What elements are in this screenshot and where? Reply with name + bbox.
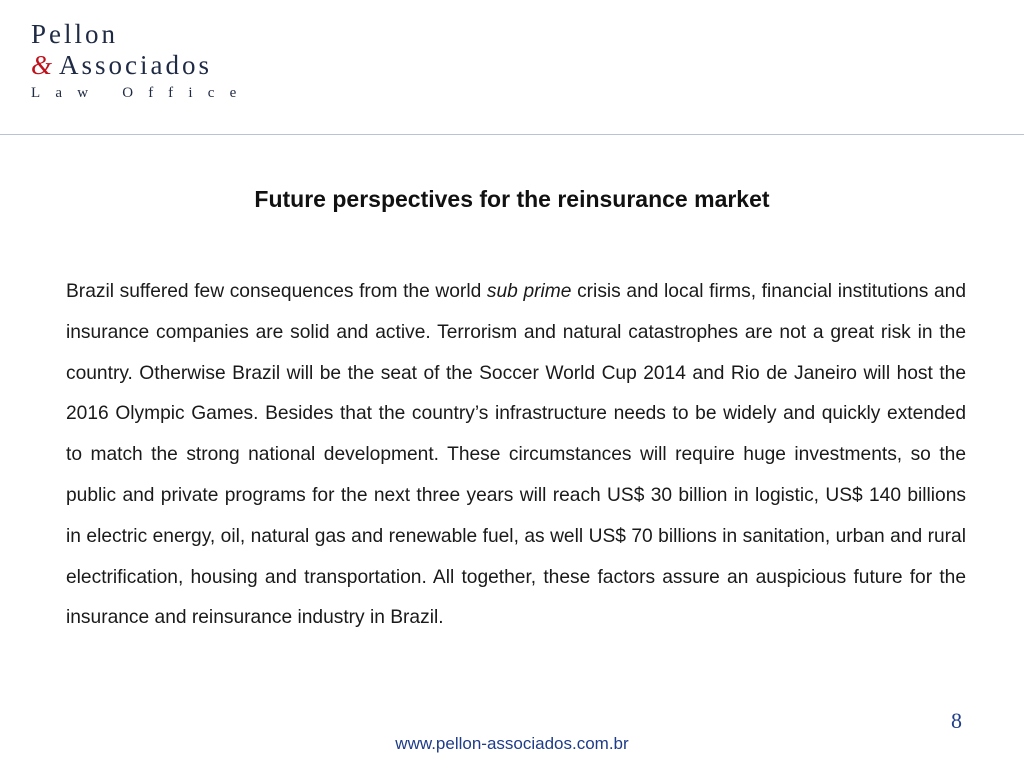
logo-name-associados-row bbox=[31, 50, 251, 80]
body-paragraph bbox=[66, 272, 966, 639]
logo-name-pellon: Pellon bbox=[31, 19, 119, 49]
logo-name-associados: Associados bbox=[59, 50, 213, 80]
header-divider bbox=[0, 134, 1024, 135]
firm-logo bbox=[31, 18, 251, 104]
slide-title: Future perspectives for the reinsurance market bbox=[254, 186, 770, 212]
footer-website-link[interactable]: www.pellon-associados.com.br bbox=[395, 734, 629, 753]
body-text-part2: crisis and local firms, financial institutions and insurance companies are solid and active. Terrorism and natural catastrophes are not a great risk in the country. Otherwise Brazil will be the seat of the Soccer World Cup 2014 and Rio de Janeiro will host the 2016 Olympic Games. Besides that the country’s infrastructure needs to be widely and quickly extended to match the strong national development. These circumstances will require huge investments, so the public and private programs for the next three years will reach US$ 30 billion in logistic, US$ 140 billions in electric energy, oil, natural gas and renewable fuel, as well US$ 70 billions in sanitation, urban and rural electrification, housing and transportation. All together, these factors assure an auspicious future for the insurance and reinsurance industry in Brazil. bbox=[66, 281, 966, 629]
logo-ampersand: & bbox=[31, 50, 56, 80]
page-number: 8 bbox=[951, 708, 962, 733]
body-text-emphasis: sub prime bbox=[486, 281, 572, 302]
body-text-part1: Brazil suffered few consequences from the world bbox=[66, 281, 487, 302]
logo-law-office: Law Office bbox=[31, 85, 252, 101]
